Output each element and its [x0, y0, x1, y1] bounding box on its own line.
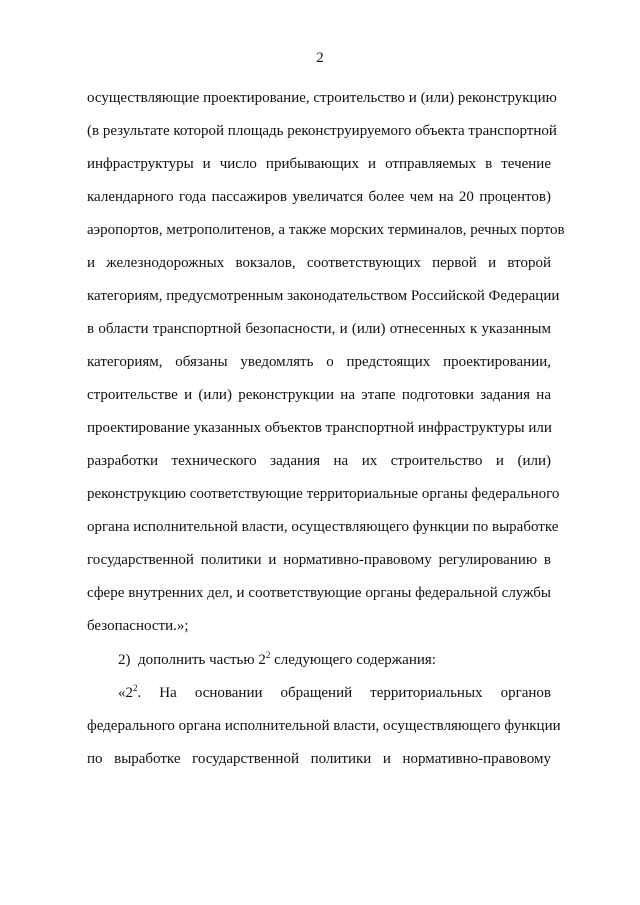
- text-line: строительстве и (или) реконструкции на этапе подготовки задания на: [87, 387, 551, 403]
- text-line: сфере внутренних дел, и соответствующие органы федеральной службы: [87, 585, 551, 601]
- text-line: категориям, предусмотренным законодательством Российской Федерации: [87, 288, 560, 304]
- text-line: аэропортов, метрополитенов, а также морских терминалов, речных портов: [87, 222, 565, 238]
- item-2-line: [118, 650, 551, 670]
- text-line: разработки технического задания на их строительство и (или): [87, 453, 551, 469]
- page-number: 2: [316, 50, 324, 66]
- text-line: органа исполнительной власти, осуществляющего функции по выработке: [87, 519, 559, 535]
- item-2-text-before: 2) дополнить частью 2: [118, 652, 266, 668]
- text-line: проектирование указанных объектов транспортной инфраструктуры или: [87, 420, 552, 436]
- text-line: в области транспортной безопасности, и (или) отнесенных к указанным: [87, 321, 551, 337]
- text-line: инфраструктуры и число прибывающих и отправляемых в течение: [87, 156, 551, 172]
- text-line: по выработке государственной политики и нормативно-правовому: [87, 751, 551, 767]
- text-line: безопасности.»;: [87, 618, 189, 634]
- item-2-superscript: 2: [265, 650, 271, 660]
- text-line: государственной политики и нормативно-правовому регулированию в: [87, 552, 551, 568]
- text-line: календарного года пассажиров увеличатся более чем на 20 процентов): [87, 189, 551, 205]
- quote-open: «2: [118, 685, 133, 701]
- quote-rest: . На основании обращений территориальных органов: [137, 685, 551, 701]
- text-line: осуществляющие проектирование, строительство и (или) реконструкцию: [87, 90, 557, 106]
- text-line: категориям, обязаны уведомлять о предстоящих проектировании,: [87, 354, 551, 370]
- text-line: (в результате которой площадь реконструируемого объекта транспортной: [87, 123, 557, 139]
- text-line: федерального органа исполнительной власти, осуществляющего функции: [87, 718, 561, 734]
- text-line: реконструкцию соответствующие территориальные органы федерального: [87, 486, 560, 502]
- text-line: и железнодорожных вокзалов, соответствующих первой и второй: [87, 255, 551, 271]
- quote-line: [118, 683, 551, 703]
- quote-superscript: 2: [133, 683, 138, 693]
- item-2-text-after: следующего содержания:: [270, 652, 436, 668]
